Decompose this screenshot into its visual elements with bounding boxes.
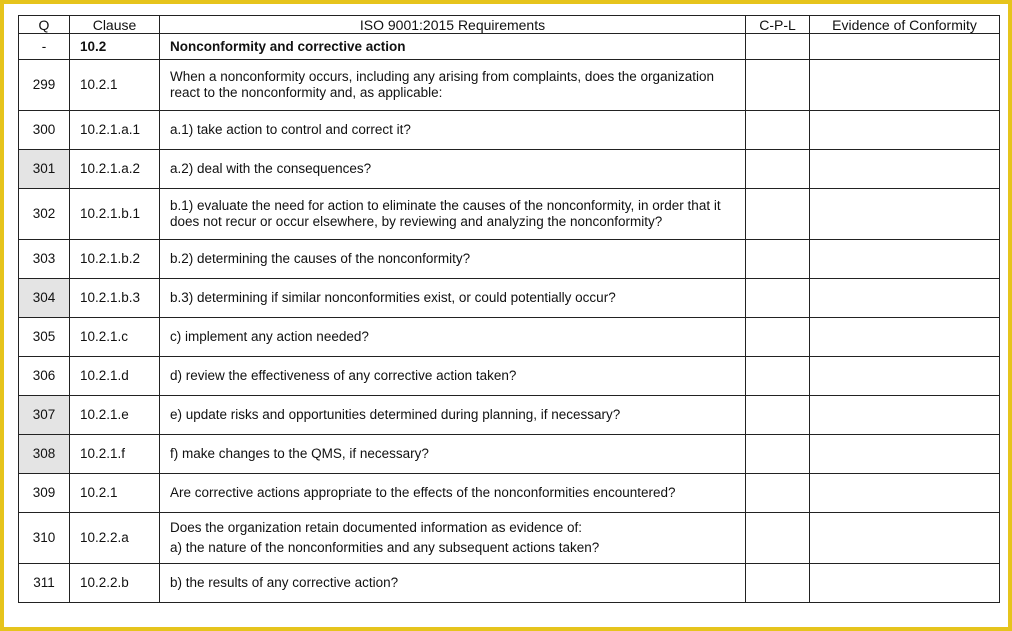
cpl-cell[interactable] [746,240,810,279]
evidence-cell[interactable] [810,240,1000,279]
question-number: 304 [19,279,70,318]
evidence-cell[interactable] [810,396,1000,435]
evidence-cell[interactable] [810,34,1000,60]
table-row [19,513,1000,564]
question-number: 302 [19,189,70,240]
requirement-text: a.1) take action to control and correct it? [160,111,746,150]
requirement-text: c) implement any action needed? [160,318,746,357]
requirement-text-block [160,513,746,564]
header-row [19,16,1000,34]
table-row [19,564,1000,603]
table-row [19,474,1000,513]
requirement-text: b.2) determining the causes of the nonconformity? [160,240,746,279]
question-number: 310 [19,513,70,564]
question-number: 306 [19,357,70,396]
question-number: 308 [19,435,70,474]
evidence-cell[interactable] [810,189,1000,240]
iso-checklist-table [18,15,1000,603]
table-row [19,318,1000,357]
requirement-text: a.2) deal with the consequences? [160,150,746,189]
question-number: 307 [19,396,70,435]
clause-number: 10.2.1.b.2 [70,240,160,279]
table-row [19,396,1000,435]
cpl-cell[interactable] [746,150,810,189]
clause-number: 10.2.1.b.1 [70,189,160,240]
cpl-cell[interactable] [746,474,810,513]
question-number: 303 [19,240,70,279]
requirement-text: d) review the effectiveness of any corrective action taken? [160,357,746,396]
clause-number: 10.2.1.b.3 [70,279,160,318]
requirement-text: f) make changes to the QMS, if necessary? [160,435,746,474]
cpl-cell[interactable] [746,318,810,357]
cpl-cell[interactable] [746,357,810,396]
section-clause: 10.2 [70,34,160,60]
evidence-cell[interactable] [810,279,1000,318]
cpl-cell[interactable] [746,435,810,474]
evidence-cell[interactable] [810,474,1000,513]
section-title: Nonconformity and corrective action [160,34,746,60]
clause-number: 10.2.2.b [70,564,160,603]
requirement-text: b.3) determining if similar nonconformities exist, or could potentially occur? [160,279,746,318]
evidence-cell[interactable] [810,60,1000,111]
question-number: 309 [19,474,70,513]
header-requirements: ISO 9001:2015 Requirements [160,16,746,34]
requirement-text-line2: a) the nature of the nonconformities and any subsequent actions taken? [170,540,600,555]
table-row [19,60,1000,111]
section-row [19,34,1000,60]
question-number: 305 [19,318,70,357]
clause-number: 10.2.1 [70,474,160,513]
cpl-cell[interactable] [746,111,810,150]
table-row [19,150,1000,189]
clause-number: 10.2.1.a.1 [70,111,160,150]
cpl-cell[interactable] [746,34,810,60]
header-q: Q [19,16,70,34]
evidence-cell[interactable] [810,150,1000,189]
requirement-text: Are corrective actions appropriate to the effects of the nonconformities encountered? [160,474,746,513]
requirement-text: b) the results of any corrective action? [160,564,746,603]
cpl-cell[interactable] [746,279,810,318]
clause-number: 10.2.1.c [70,318,160,357]
clause-number: 10.2.1.e [70,396,160,435]
section-q: - [19,34,70,60]
header-clause: Clause [70,16,160,34]
requirement-text: When a nonconformity occurs, including any arising from complaints, does the organization react to the nonconformity and, as applicable: [160,60,746,111]
cpl-cell[interactable] [746,513,810,564]
evidence-cell[interactable] [810,513,1000,564]
table-row [19,279,1000,318]
question-number: 300 [19,111,70,150]
requirement-text: Does the organization retain documented information as evidence of: [170,520,583,535]
clause-number: 10.2.1.f [70,435,160,474]
clause-number: 10.2.1.a.2 [70,150,160,189]
question-number: 301 [19,150,70,189]
cpl-cell[interactable] [746,60,810,111]
question-number: 299 [19,60,70,111]
clause-number: 10.2.1.d [70,357,160,396]
requirement-text: e) update risks and opportunities determined during planning, if necessary? [160,396,746,435]
cpl-cell[interactable] [746,189,810,240]
question-number: 311 [19,564,70,603]
evidence-cell[interactable] [810,318,1000,357]
table-row [19,240,1000,279]
cpl-cell[interactable] [746,564,810,603]
evidence-cell[interactable] [810,111,1000,150]
header-cpl: C-P-L [746,16,810,34]
evidence-cell[interactable] [810,357,1000,396]
clause-number: 10.2.1 [70,60,160,111]
table-row [19,189,1000,240]
evidence-cell[interactable] [810,564,1000,603]
requirement-text: b.1) evaluate the need for action to eliminate the causes of the nonconformity, in order that it does not recur or occur elsewhere, by reviewing and analyzing the nonconformity? [160,189,746,240]
table-row [19,111,1000,150]
header-evidence: Evidence of Conformity [810,16,1000,34]
table-row [19,435,1000,474]
table-row [19,357,1000,396]
cpl-cell[interactable] [746,396,810,435]
clause-number: 10.2.2.a [70,513,160,564]
evidence-cell[interactable] [810,435,1000,474]
